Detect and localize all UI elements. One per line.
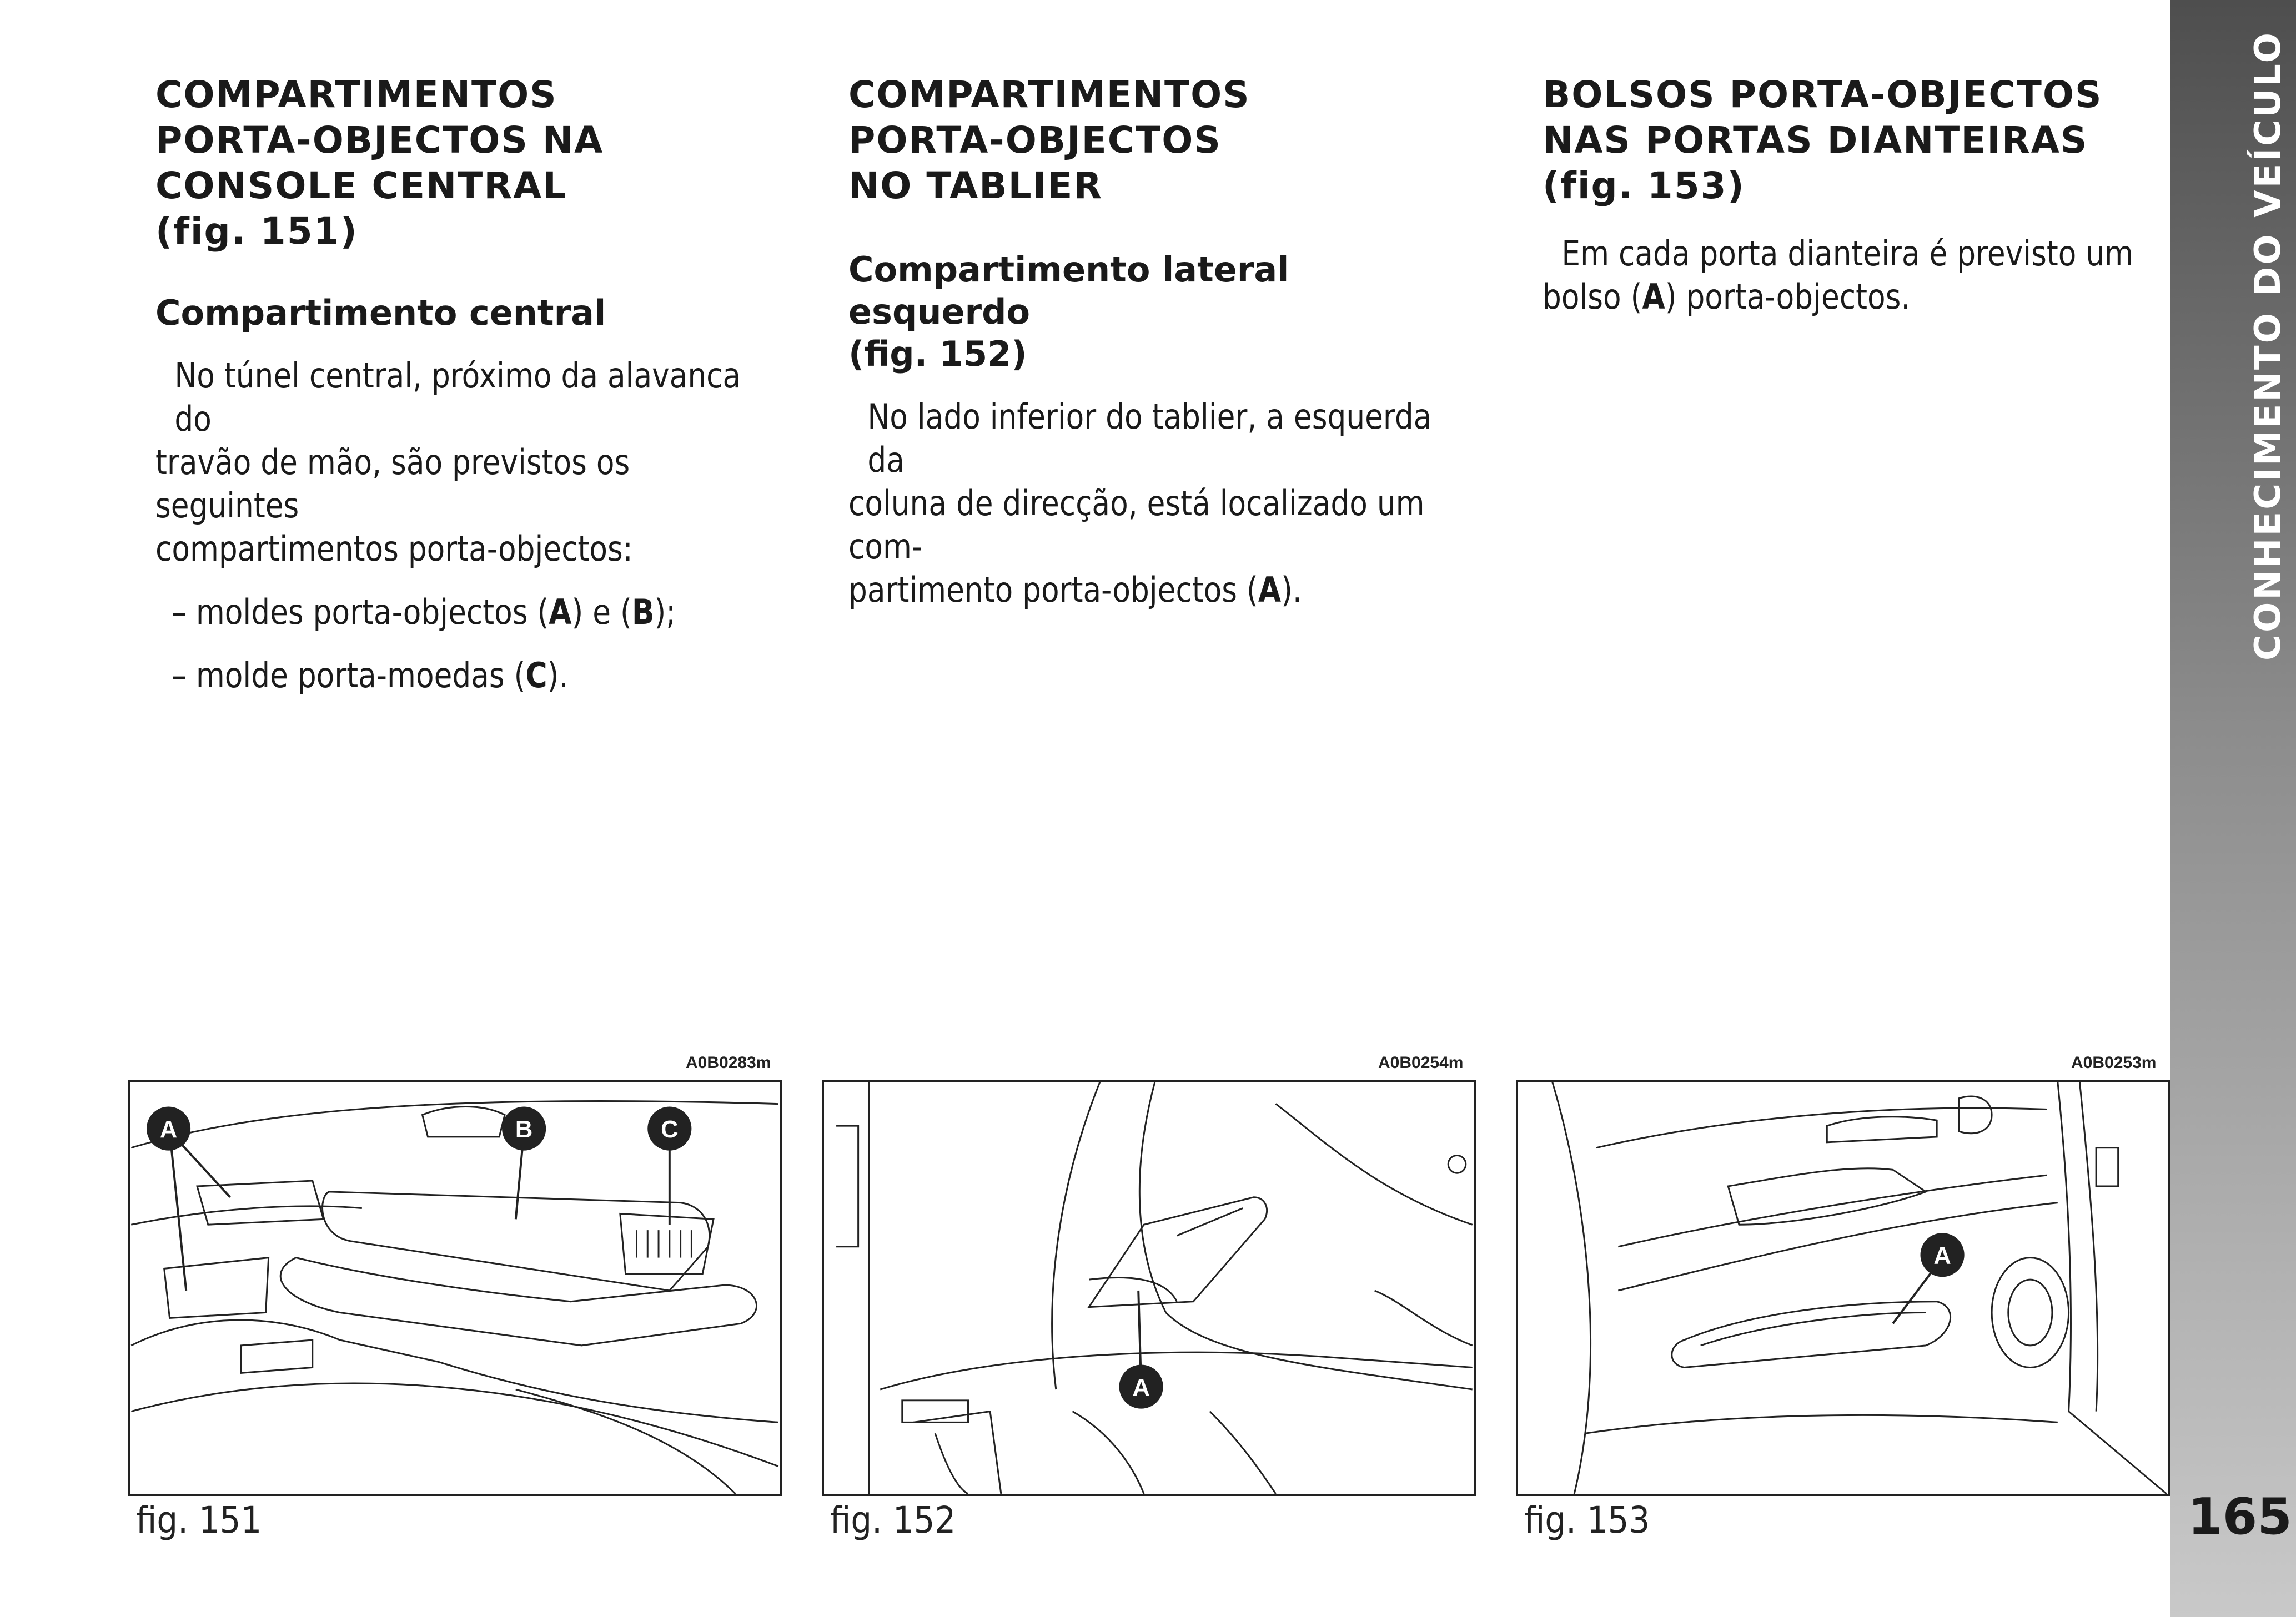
sidebar-title: CONHECIMENTO DO VEÍCULO [2248, 30, 2289, 661]
heading-tablier: COMPARTIMENTOS PORTA-OBJECTOS NO TABLIER [848, 73, 1250, 207]
heading-bolsos: BOLSOS PORTA-OBJECTOS NAS PORTAS DIANTEIRAS (fig. 153) [1543, 73, 2103, 207]
figure-caption-152: fig. 152 [830, 1499, 956, 1542]
figure-code-153: A0B0253m [2071, 1054, 2157, 1072]
column-3 [1543, 72, 2159, 319]
paragraph-tablier: No lado inferior do tablier, a esquerda da coluna de direcção, está localizado um com- partimento porta-objectos (A). [848, 396, 1432, 610]
svg-text:A: A [159, 1116, 178, 1143]
column-1 [155, 72, 772, 697]
svg-text:C: C [661, 1116, 679, 1143]
callout-b [502, 1107, 546, 1151]
figure-caption-153: fig. 153 [1524, 1499, 1650, 1542]
paragraph-bolsos: Em cada porta dianteira é previsto um bolso (A) porta-objectos. [1543, 233, 2134, 317]
callout-a [1920, 1233, 1964, 1277]
column-2 [848, 72, 1465, 612]
subheading-compartimento-central: Compartimento central [155, 293, 606, 333]
figure-caption-151: fig. 151 [136, 1499, 262, 1542]
console-illustration [130, 1082, 780, 1494]
figure-153 [1516, 1080, 2170, 1496]
page-number: 165 [2188, 1488, 2292, 1546]
paragraph-console: No túnel central, próximo da alavanca do travão de mão, são previstos os seguintes compartimentos porta-objectos: [155, 355, 741, 569]
svg-text:A: A [1132, 1374, 1150, 1401]
door-illustration [1518, 1082, 2168, 1494]
figure-152 [822, 1080, 1476, 1496]
callout-a [147, 1107, 190, 1151]
heading-console-central: COMPARTIMENTOS PORTA-OBJECTOS NA CONSOLE CENTRAL (fig. 151) [155, 73, 604, 253]
callout-c [647, 1107, 691, 1151]
bullet-moldes: – moldes porta-objectos (A) e (B); [172, 592, 676, 632]
figure-151 [128, 1080, 782, 1496]
bullet-porta-moedas: – molde porta-moedas (C). [172, 655, 569, 696]
svg-text:A: A [1933, 1242, 1951, 1270]
figure-code-152: A0B0254m [1378, 1054, 1464, 1072]
subheading-lateral-esquerdo: Compartimento lateral esquerdo (fig. 152) [848, 249, 1289, 374]
callout-a [1119, 1365, 1163, 1409]
tablier-illustration [824, 1082, 1474, 1494]
figure-code-151: A0B0283m [686, 1054, 771, 1072]
svg-text:B: B [515, 1116, 533, 1143]
